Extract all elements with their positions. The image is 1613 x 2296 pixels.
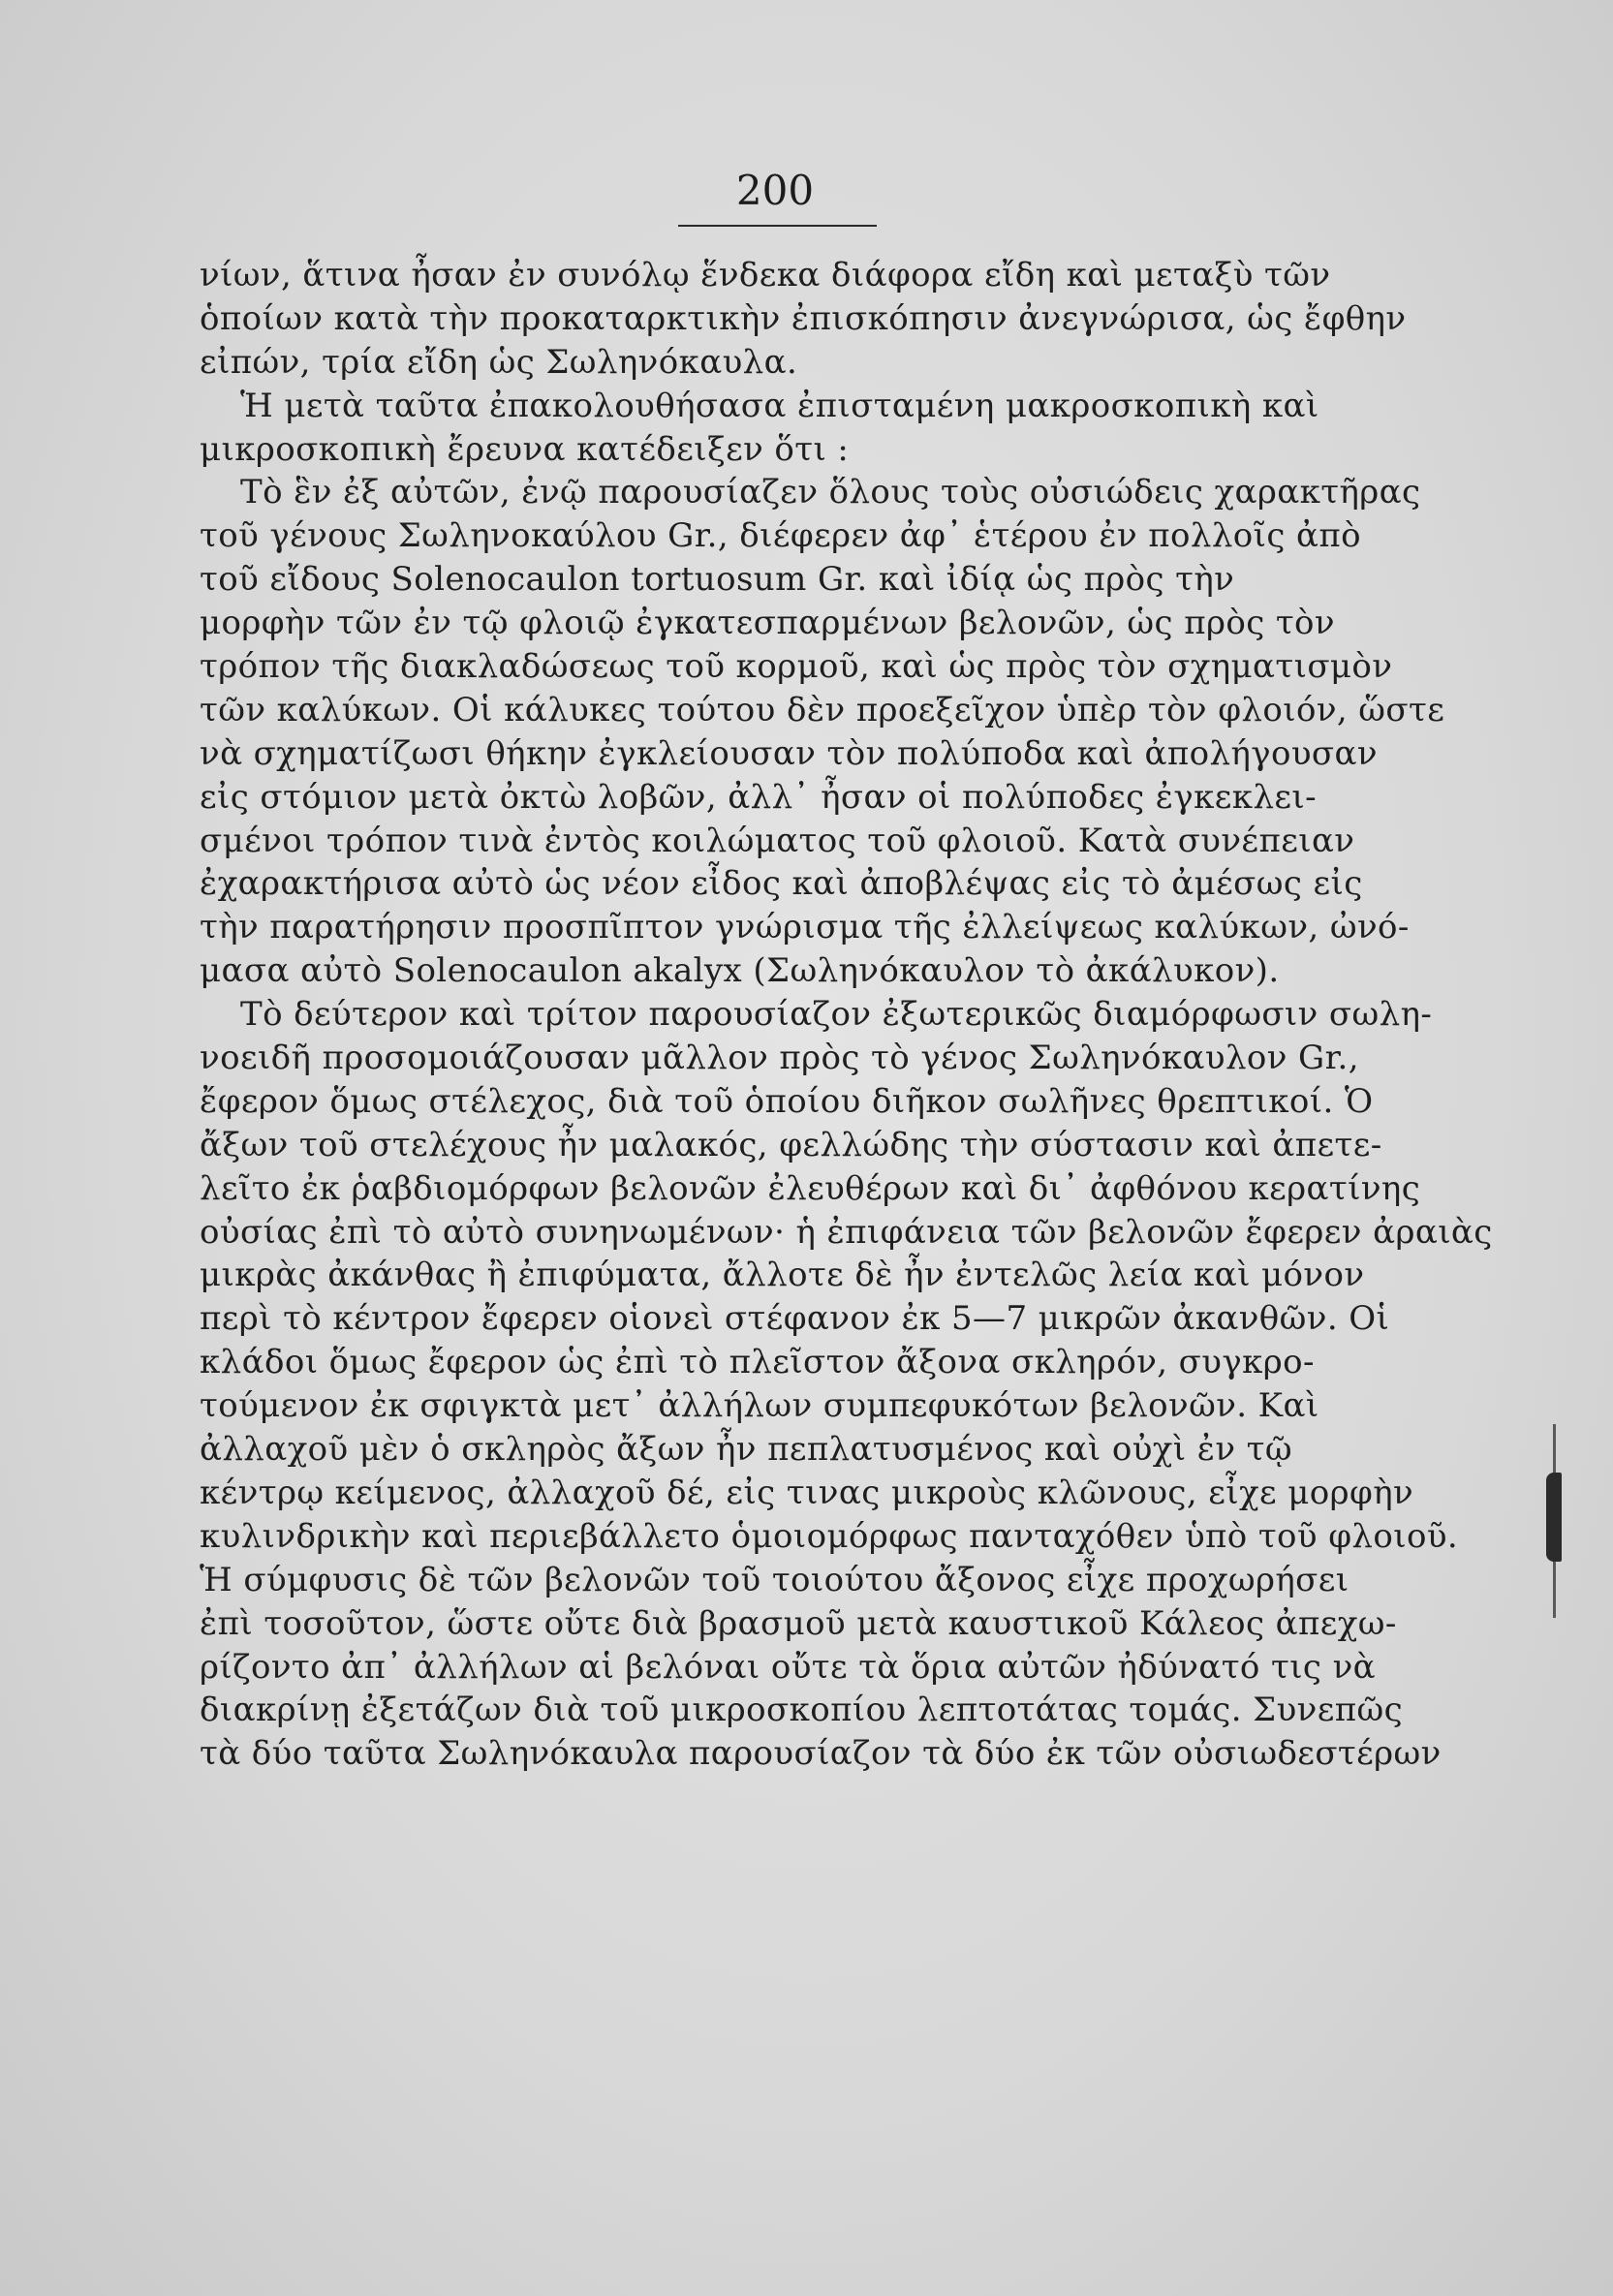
text-line: τῶν καλύκων. Οἱ κάλυκες τούτου δὲν προεξεῖχον ὑπὲρ τὸν φλοιόν, ὥστε	[200, 690, 1445, 729]
text-line: Ἡ μετὰ ταῦτα ἐπακολουθήσασα ἐπισταμένη μακροσκοπικὴ καὶ	[240, 386, 1319, 425]
text-line: τὴν παρατήρησιν προσπῖπτον γνώρισμα τῆς ἐλλείψεως καλύκων, ὠνό-	[200, 908, 1410, 947]
text-line: κυλινδρικὴν καὶ περιεβάλλετο ὁμοιομόρφως πανταχόθεν ὑπὸ τοῦ φλοιοῦ.	[200, 1516, 1459, 1556]
text-line: εἰπών, τρία εἴδη ὡς Σωληνόκαυλα.	[200, 342, 798, 382]
text-line: Τὸ δεύτερον καὶ τρίτον παρουσίαζον ἐξωτερικῶς διαμόρφωσιν σωλη-	[240, 995, 1433, 1035]
text-line: κλάδοι ὅμως ἔφερον ὡς ἐπὶ τὸ πλεῖστον ἄξονα σκληρόν, συγκρο-	[200, 1343, 1315, 1382]
text-line: ἐχαρακτήρισα αὐτὸ ὡς νέον εἶδος καὶ ἀποβλέψας εἰς τὸ ἀμέσως εἰς	[200, 864, 1363, 904]
text-line: νίων, ἅτινα ἦσαν ἐν συνόλῳ ἕνδεκα διάφορα εἴδη καὶ μεταξὺ τῶν	[200, 256, 1331, 295]
text-line: σμένοι τρόπον τινὰ ἐντὸς κοιλώματος τοῦ φλοιοῦ. Κατὰ συνέπειαν	[200, 821, 1355, 860]
text-line: τοῦ γένους Σωληνοκαύλου Gr., διέφερεν ἀφ᾽ ἑτέρου ἐν πολλοῖς ἀπὸ	[200, 516, 1361, 556]
text-line: κέντρῳ κείμενος, ἀλλαχοῦ δέ, εἰς τινας μικροὺς κλῶνους, εἶχε μορφὴν	[200, 1473, 1414, 1512]
text-line: εἰς στόμιον μετὰ ὀκτὼ λοβῶν, ἀλλ᾽ ἦσαν οἱ πολύποδες ἐγκεκλει-	[200, 777, 1318, 817]
text-line: λεῖτο ἐκ ῥαβδιομόρφων βελονῶν ἐλευθέρων καὶ δι᾽ ἀφθόνου κερατίνης	[200, 1168, 1421, 1208]
text-line: ὁποίων κατὰ τὴν προκαταρκτικὴν ἐπισκόπησιν ἀνεγνώρισα, ὡς ἔφθην	[200, 298, 1407, 338]
text-line: μασα αὐτὸ Solenocaulon akalyx (Σωληνόκαυλον τὸ ἀκάλυκον).	[200, 951, 1280, 991]
body-text	[200, 254, 1493, 1776]
text-line: διακρίνῃ ἐξετάζων διὰ τοῦ μικροσκοπίου λεπτοτάτας τομάς. Συνεπῶς	[200, 1691, 1404, 1730]
text-line: ἐπὶ τοσοῦτον, ὥστε οὔτε διὰ βρασμοῦ μετὰ καυστικοῦ Κάλεος ἀπεχω-	[200, 1603, 1397, 1643]
text-line: οὐσίας ἐπὶ τὸ αὐτὸ συνηνωμένων· ἡ ἐπιφάνεια τῶν βελονῶν ἔφερεν ἀραιὰς	[200, 1212, 1493, 1252]
text-line: Ἡ σύμφυσις δὲ τῶν βελονῶν τοῦ τοιούτου ἄξονος εἶχε προχωρήσει	[200, 1560, 1349, 1599]
text-line: μικροσκοπικὴ ἔρευνα κατέδειξεν ὅτι :	[200, 429, 850, 469]
text-line: Τὸ ἓν ἐξ αὐτῶν, ἐνῷ παρουσίαζεν ὅλους τοὺς οὐσιώδεις χαρακτῆρας	[240, 473, 1421, 512]
text-line: τούμενον ἐκ σφιγκτὰ μετ᾽ ἀλλήλων συμπεφυκότων βελονῶν. Καὶ	[200, 1386, 1319, 1426]
page-number: 200	[735, 167, 815, 214]
text-line: περὶ τὸ κέντρον ἔφερεν οἱονεὶ στέφανον ἐκ 5—7 μικρῶν ἀκανθῶν. Οἱ	[200, 1299, 1390, 1339]
text-line: ἔφερον ὅμως στέλεχος, διὰ τοῦ ὁποίου διῆκον σωλῆνες θρεπτικοί. Ὁ	[200, 1081, 1374, 1121]
text-line: τὰ δύο ταῦτα Σωληνόκαυλα παρουσίαζον τὰ δύο ἐκ τῶν οὐσιωδεστέρων	[200, 1734, 1442, 1774]
text-line: μικρὰς ἀκάνθας ἢ ἐπιφύματα, ἄλλοτε δὲ ἦν ἐντελῶς λεία καὶ μόνον	[200, 1256, 1365, 1295]
header-rule	[678, 225, 877, 227]
text-line: μορφὴν τῶν ἐν τῷ φλοιῷ ἐγκατεσπαρμένων βελονῶν, ὡς πρὸς τὸν	[200, 604, 1335, 643]
text-line: τρόπον τῆς διακλαδώσεως τοῦ κορμοῦ, καὶ ὡς πρὸς τὸν σχηματισμὸν	[200, 647, 1393, 687]
text-line: ἀλλαχοῦ μὲν ὁ σκληρὸς ἄξων ἦν πεπλατυσμένος καὶ οὐχὶ ἐν τῷ	[200, 1430, 1292, 1470]
text-line: ρίζοντο ἀπ᾽ ἀλλήλων αἱ βελόναι οὔτε τὰ ὅρια αὐτῶν ἠδύνατό τις νὰ	[200, 1647, 1377, 1687]
text-line: ἄξων τοῦ στελέχους ἦν μαλακός, φελλώδης τὴν σύστασιν καὶ ἀπετε-	[200, 1125, 1382, 1164]
text-line: τοῦ εἴδους Solenocaulon tortuosum Gr. καὶ ἰδίᾳ ὡς πρὸς τὴν	[200, 560, 1235, 600]
page-edge-blot	[1546, 1473, 1562, 1562]
text-line: νοειδῆ προσομοιάζουσαν μᾶλλον πρὸς τὸ γένος Σωληνόκαυλον Gr.,	[200, 1039, 1359, 1078]
text-line: νὰ σχηματίζωσι θήκην ἐγκλείουσαν τὸν πολύποδα καὶ ἀπολήγουσαν	[200, 733, 1378, 773]
